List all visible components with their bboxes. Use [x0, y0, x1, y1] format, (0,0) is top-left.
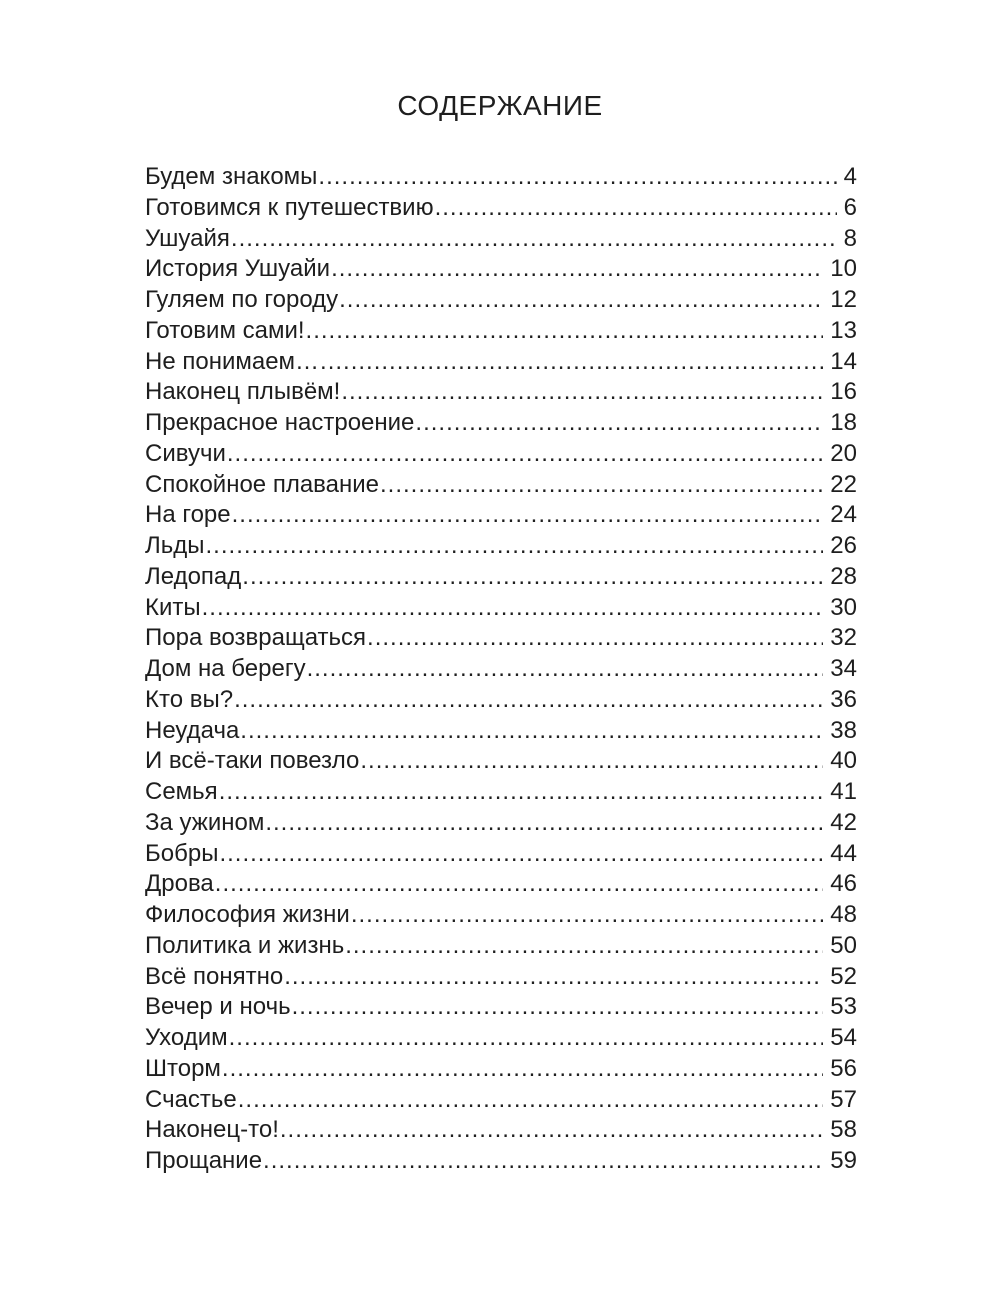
toc-entry-title: Наконец плывём!: [145, 378, 341, 406]
toc-entry-title: Не понимаем…: [145, 347, 320, 375]
toc-page-number: 59: [830, 1147, 857, 1174]
toc-page-number: 50: [830, 931, 857, 959]
toc-leader-dots: [318, 162, 836, 193]
toc-entry-title: Будем знакомы: [145, 163, 318, 190]
toc-row: [145, 500, 857, 531]
toc-leader-dots: [341, 377, 823, 408]
toc-row: [145, 377, 857, 408]
toc-entry-title: Ледопад: [145, 562, 242, 590]
toc-row: [145, 439, 857, 470]
toc-page-number: 48: [830, 901, 857, 928]
toc-leader-dots: [339, 285, 823, 316]
toc-page-number: 10: [830, 255, 857, 283]
toc-entry-title: Льды: [145, 532, 205, 559]
toc-entry-title: Дрова: [145, 870, 214, 898]
toc-leader-dots: [222, 1054, 823, 1085]
toc-leader-dots: [265, 808, 823, 839]
toc-page-number: 12: [830, 286, 857, 313]
toc-row: [145, 531, 857, 562]
toc-row: [145, 839, 857, 870]
toc-page-number: 8: [843, 224, 857, 252]
toc-entry-title: Спокойное плавание: [145, 470, 379, 498]
toc-page-number: 24: [830, 501, 857, 529]
toc-page-number: 54: [830, 1024, 857, 1051]
toc-leader-dots: [345, 931, 823, 962]
toc-row: [145, 593, 857, 624]
toc-leader-dots: [219, 839, 823, 870]
toc-leader-dots: [219, 777, 824, 808]
toc-entry-title: Пора возвращаться: [145, 624, 367, 652]
toc-row: [145, 316, 857, 347]
toc-entry-title: Всё понятно: [145, 962, 284, 990]
toc-entry-title: Прекрасное настроение: [145, 409, 415, 436]
toc-row: [145, 1115, 857, 1146]
toc-row: [145, 623, 857, 654]
toc-page-number: 32: [830, 624, 857, 652]
toc-row: [145, 900, 857, 931]
toc-row: [145, 808, 857, 839]
toc-row: [145, 685, 857, 716]
toc-leader-dots: [263, 1146, 823, 1177]
toc-row: [145, 962, 857, 993]
toc-page-number: 36: [830, 685, 857, 713]
toc-row: [145, 162, 857, 193]
toc-row: [145, 1054, 857, 1085]
toc-list: [145, 162, 857, 1177]
toc-entry-title: Прощание: [145, 1147, 263, 1174]
toc-entry-title: И всё-таки повезло: [145, 747, 360, 775]
toc-leader-dots: [331, 254, 823, 285]
toc-row: [145, 654, 857, 685]
toc-leader-dots: [229, 1023, 824, 1054]
toc-page-number: 38: [830, 716, 857, 744]
toc-leader-dots: [238, 1085, 824, 1116]
toc-leader-dots: [206, 531, 824, 562]
toc-row: [145, 1023, 857, 1054]
toc-entry-title: Наконец-то!: [145, 1116, 279, 1144]
toc-row: [145, 224, 857, 255]
toc-leader-dots: [231, 224, 837, 255]
toc-row: [145, 470, 857, 501]
toc-page-number: 42: [830, 808, 857, 836]
toc-row: [145, 562, 857, 593]
toc-leader-dots: [435, 193, 837, 224]
toc-page-number: 22: [830, 470, 857, 498]
toc-leader-dots: [320, 347, 823, 378]
toc-page-number: 58: [830, 1116, 857, 1144]
toc-entry-title: Бобры: [145, 839, 219, 867]
toc-leader-dots: [215, 869, 824, 900]
toc-entry-title: Шторм: [145, 1054, 221, 1082]
toc-entry-title: За ужином: [145, 808, 265, 836]
toc-entry-title: На горе: [145, 501, 231, 529]
toc-row: [145, 193, 857, 224]
toc-page-number: 30: [830, 593, 857, 621]
toc-page-number: 4: [843, 163, 857, 190]
toc-entry-title: Кто вы?: [145, 685, 234, 713]
toc-leader-dots: [380, 470, 823, 501]
toc-entry-title: Дом на берегу: [145, 655, 306, 682]
toc-leader-dots: [202, 593, 824, 624]
toc-entry-title: Счастье: [145, 1085, 237, 1113]
toc-leader-dots: [234, 685, 823, 716]
toc-row: [145, 777, 857, 808]
toc-page-number: 13: [830, 316, 857, 344]
toc-page-number: 41: [830, 778, 857, 805]
toc-leader-dots: [242, 562, 823, 593]
toc-entry-title: Философия жизни: [145, 901, 350, 928]
toc-page-number: 46: [830, 870, 857, 898]
toc-leader-dots: [292, 992, 824, 1023]
toc-entry-title: История Ушуайи: [145, 255, 331, 283]
toc-leader-dots: [360, 746, 823, 777]
toc-entry-title: Сивучи: [145, 439, 226, 467]
toc-leader-dots: [227, 439, 823, 470]
toc-leader-dots: [351, 900, 823, 931]
toc-row: [145, 1085, 857, 1116]
toc-row: [145, 347, 857, 378]
toc-page-number: 26: [830, 532, 857, 559]
toc-page-number: 18: [830, 409, 857, 436]
toc-entry-title: Политика и жизнь: [145, 931, 345, 959]
toc-leader-dots: [232, 500, 824, 531]
toc-page-number: 44: [830, 839, 857, 867]
toc-row: [145, 931, 857, 962]
toc-page-number: 40: [830, 747, 857, 775]
toc-leader-dots: [307, 654, 824, 685]
toc-entry-title: Ушуайя: [145, 224, 230, 252]
toc-page-number: 53: [830, 993, 857, 1021]
toc-page-number: 6: [843, 193, 857, 221]
toc-entry-title: Уходим: [145, 1024, 228, 1051]
toc-entry-title: Вечер и ночь: [145, 993, 291, 1021]
toc-row: [145, 716, 857, 747]
toc-row: [145, 285, 857, 316]
toc-entry-title: Киты: [145, 593, 201, 621]
toc-leader-dots: [240, 716, 823, 747]
toc-page-number: 16: [830, 378, 857, 406]
toc-row: [145, 1146, 857, 1177]
toc-leader-dots: [284, 962, 823, 993]
toc-row: [145, 746, 857, 777]
toc-page-number: 14: [830, 347, 857, 375]
toc-page-number: 56: [830, 1054, 857, 1082]
toc-leader-dots: [367, 623, 823, 654]
toc-page-number: 28: [830, 562, 857, 590]
toc-entry-title: Готовим сами!: [145, 316, 305, 344]
toc-row: [145, 408, 857, 439]
toc-row: [145, 254, 857, 285]
toc-page-number: 52: [830, 962, 857, 990]
toc-page-number: 20: [830, 439, 857, 467]
toc-row: [145, 992, 857, 1023]
toc-page-number: 57: [830, 1085, 857, 1113]
toc-leader-dots: [306, 316, 824, 347]
toc-page-number: 34: [830, 655, 857, 682]
toc-entry-title: Гуляем по городу: [145, 286, 339, 313]
toc-entry-title: Семья: [145, 778, 218, 805]
toc-entry-title: Готовимся к путешествию: [145, 193, 434, 221]
toc-leader-dots: [280, 1115, 823, 1146]
toc-entry-title: Неудача: [145, 716, 240, 744]
toc-leader-dots: [415, 408, 823, 439]
toc-row: [145, 869, 857, 900]
page-title: СОДЕРЖАНИЕ: [397, 90, 603, 121]
